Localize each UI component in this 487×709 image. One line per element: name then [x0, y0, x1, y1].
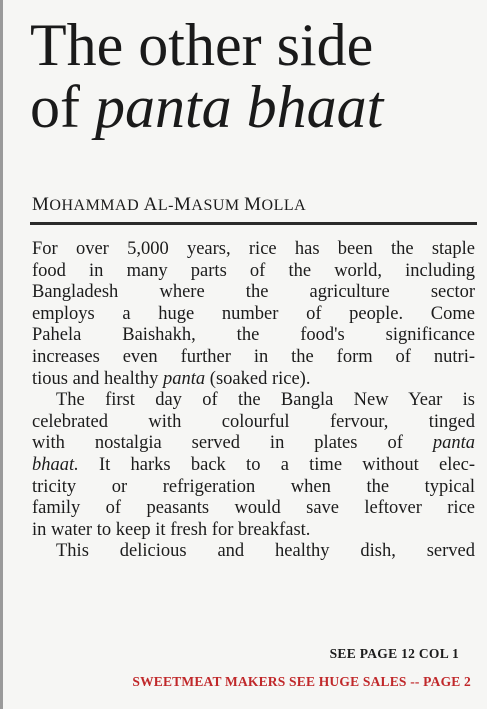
- article-body: [32, 239, 475, 563]
- byline-part-2: L-: [157, 197, 174, 214]
- byline-part-1: OHAMMAD: [49, 197, 144, 214]
- article-line: family of peasants would save leftover rice: [32, 498, 475, 519]
- article-line: The first day of the Bangla New Year is: [56, 390, 475, 411]
- article-text: tious and healthy: [32, 368, 164, 389]
- cross-reference-teaser[interactable]: SWEETMEAT MAKERS SEE HUGE SALES -- PAGE 2: [132, 674, 471, 689]
- article-line: food in many parts of the world, including: [32, 260, 475, 281]
- article-line: Pahela Baishakh, the food's significance: [32, 325, 475, 346]
- byline-rule: [30, 222, 477, 225]
- headline-line-1: The other side: [30, 12, 374, 78]
- byline-part-4: OLLA: [261, 197, 307, 214]
- article-text: with nostalgia served in plates of: [32, 433, 433, 454]
- article-line: employs a huge number of people. Come: [32, 303, 475, 324]
- article-line: For over 5,000 years, rice has been the staple: [32, 239, 475, 259]
- article-line: tricity or refrigeration when the typical: [32, 476, 475, 497]
- article-line: in water to keep it fresh for breakfast.: [32, 519, 311, 540]
- column-rule: [0, 0, 3, 709]
- headline-line-2-italic: panta bhaat: [94, 74, 384, 140]
- article-italic-term: panta: [432, 433, 475, 454]
- byline-part-3: ASUM: [191, 197, 245, 214]
- headline-line-2: [30, 76, 480, 138]
- byline-initial-4: M: [244, 194, 262, 215]
- byline-initial-3: M: [173, 194, 192, 215]
- article-line: This delicious and healthy dish, served: [56, 541, 475, 562]
- article-line: Bangladesh where the agriculture sector: [32, 282, 475, 303]
- byline-initial-2: A: [143, 194, 158, 215]
- article-line: [32, 433, 475, 455]
- headline: [30, 14, 480, 138]
- article-line: increases even further in the form of nutri-: [32, 346, 475, 367]
- article-italic-term: panta: [163, 368, 206, 389]
- byline: [32, 195, 472, 216]
- continued-on-link[interactable]: SEE PAGE 12 COL 1: [329, 646, 459, 661]
- article-italic-term: bhaat.: [32, 454, 79, 475]
- byline-initial-1: M: [32, 194, 50, 215]
- article-text: It harks back to a time without elec-: [78, 454, 475, 475]
- article-line: [32, 369, 475, 391]
- article-line: [32, 455, 475, 477]
- article-line: celebrated with colourful fervour, tinged: [32, 411, 475, 432]
- article-text: (soaked rice).: [205, 368, 311, 389]
- headline-line-2-prefix: of: [30, 74, 95, 140]
